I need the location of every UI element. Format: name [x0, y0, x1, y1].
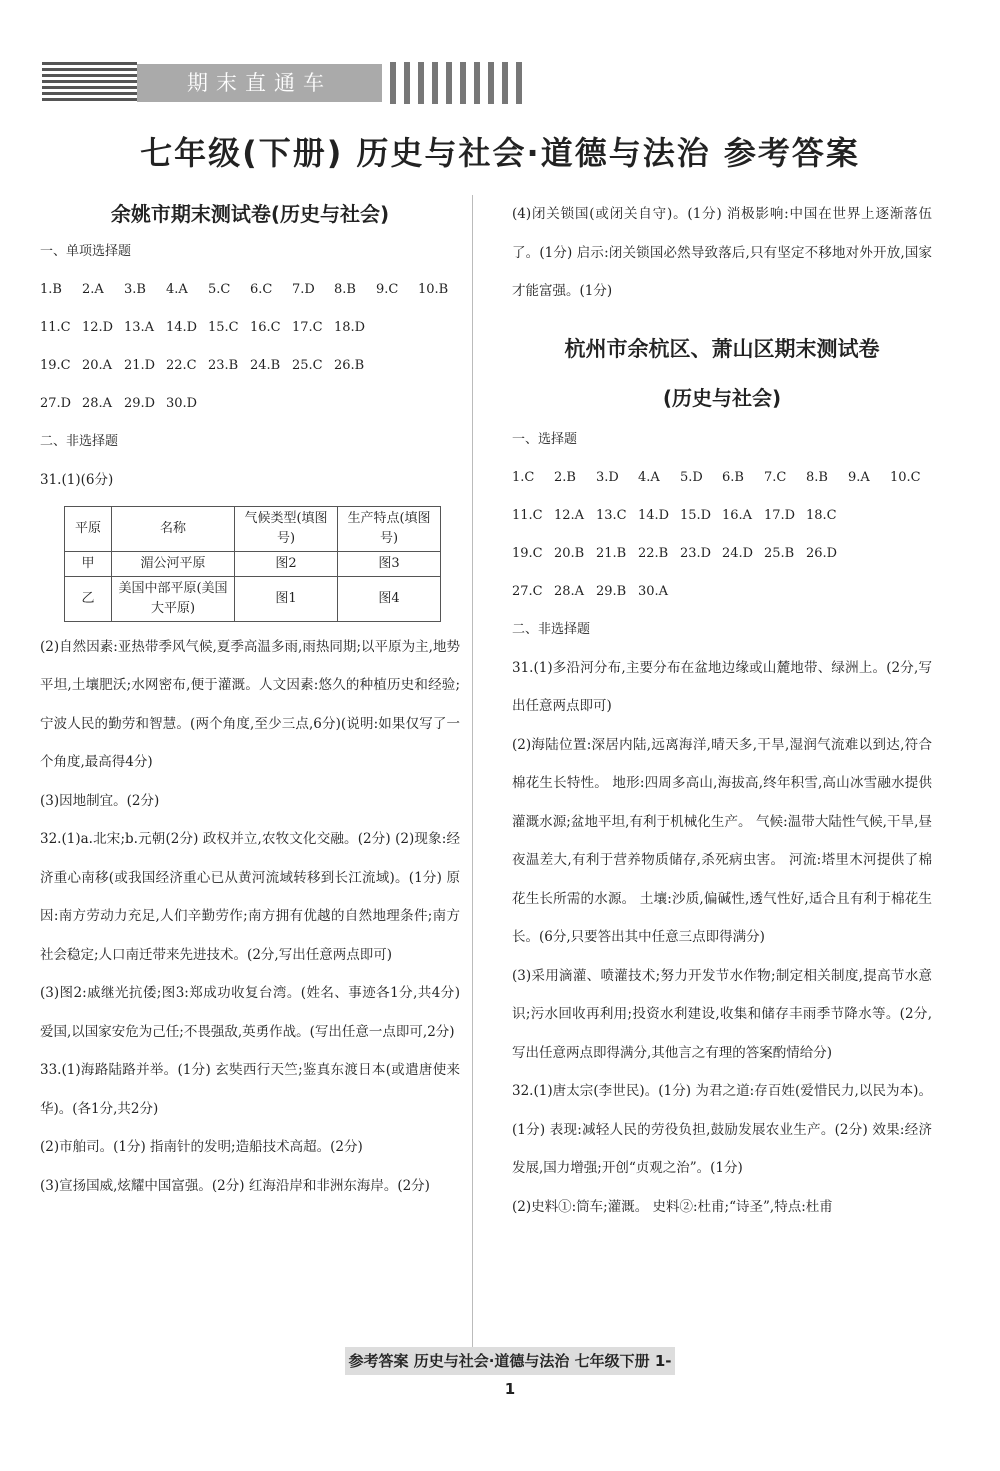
answer-item: 4.A	[166, 282, 188, 297]
right-column	[512, 195, 932, 1226]
table-cell: 图3	[338, 551, 441, 576]
answer-row	[40, 271, 460, 309]
answer-item: 1.C	[512, 469, 535, 485]
answer-paragraph: (2)自然因素:亚热带季风气候,夏季高温多雨,雨热同期;以平原为主,地势平坦,土壤肥沃;水网密布,便于灌溉。人文因素:悠久的种植历史和经验;宁波人民的勤劳和智慧。(两个角度,至少三点,6分)(说明:如果仅写了一个角度,最高得4分)	[40, 638, 460, 770]
answer-paragraph: (2)海陆位置:深居内陆,远离海洋,晴天多,干旱,湿润气流难以到达,符合棉花生长特性。 地形:四周多高山,海拔高,终年积雪,高山冰雪融水提供灌溉水源;盆地平坦,有利于机械化生产。 气候:温带大陆性气候,干旱,昼夜温差大,有利于营养物质储存,杀死病虫害。 河流:塔里木河提供了棉花生长所需的水源。 土壤:沙质,偏碱性,透气性好,适合且有利于棉花生长。(6分,只要答出其中任意三点即得满分)	[512, 736, 932, 945]
table-cell: 图2	[235, 551, 338, 576]
answer-item: 23.B	[208, 358, 239, 373]
exam-title-yuyao: 余姚市期末测试卷(历史与社会)	[110, 202, 390, 226]
answer-item: 17.C	[292, 320, 323, 335]
answer-item: 14.D	[166, 320, 198, 335]
section-nonchoice: 二、非选择题	[512, 621, 591, 637]
table-cell: 湄公河平原	[112, 551, 235, 576]
answer-item: 16.A	[722, 507, 753, 523]
answer-row	[40, 385, 460, 423]
answer-item: 18.C	[806, 507, 837, 523]
answer-item: 10.B	[418, 282, 449, 297]
answer-grid	[40, 271, 460, 423]
table-header: 气候类型(填图号)	[235, 506, 338, 551]
answer-item: 2.A	[82, 282, 104, 297]
answer-item: 25.C	[292, 358, 323, 373]
answer-item: 29.B	[596, 583, 627, 599]
answer-item: 14.D	[638, 507, 670, 523]
answer-grid	[512, 459, 932, 611]
answer-item: 30.D	[166, 396, 198, 411]
answer-item: 25.B	[764, 545, 795, 561]
answer-item: 1.B	[40, 282, 62, 297]
section-choice: 一、单项选择题	[40, 244, 132, 259]
banner-label: 期末直通车	[137, 64, 382, 102]
answer-item: 13.C	[596, 507, 627, 523]
answer-item: 11.C	[512, 507, 543, 523]
column-divider	[472, 195, 473, 1355]
answer-item: 7.C	[764, 469, 787, 485]
answer-item: 5.C	[208, 282, 231, 297]
answer-paragraph: (3)宣扬国威,炫耀中国富强。(2分) 红海沿岸和非洲东海岸。(2分)	[40, 1177, 430, 1194]
answer-item: 6.B	[722, 469, 744, 485]
banner-bars	[390, 62, 530, 104]
answer-item: 15.D	[680, 507, 712, 523]
answer-item: 21.D	[124, 358, 156, 373]
answer-item: 2.B	[554, 469, 576, 485]
exam-title-subject: (历史与社会)	[662, 385, 782, 410]
answer-item: 9.C	[376, 282, 399, 297]
exam-title-hangzhou: 杭州市余杭区、萧山区期末测试卷	[564, 336, 880, 361]
page-footer: 参考答案 历史与社会·道德与法治 七年级下册 1-1	[345, 1347, 675, 1375]
table-header: 平原	[65, 506, 112, 551]
answer-item: 22.C	[166, 358, 197, 373]
answer-item: 29.D	[124, 396, 156, 411]
answer-item: 26.D	[806, 545, 838, 561]
answer-item: 20.A	[82, 358, 113, 373]
answer-item: 8.B	[806, 469, 828, 485]
answer-item: 22.B	[638, 545, 669, 561]
answer-item: 12.D	[82, 320, 114, 335]
answer-item: 27.D	[40, 396, 72, 411]
answer-item: 21.B	[596, 545, 627, 561]
table-cell: 美国中部平原(美国大平原)	[112, 576, 235, 621]
table-header: 名称	[112, 506, 235, 551]
answer-item: 8.B	[334, 282, 356, 297]
answer-paragraph: (3)采用滴灌、喷灌技术;努力开发节水作物;制定相关制度,提高节水意识;污水回收再利用;投资水利建设,收集和储存丰雨季节降水等。(2分,写出任意两点即得满分,其他言之有理的答案酌情给分)	[512, 967, 932, 1061]
answer-item: 30.A	[638, 583, 669, 599]
answer-row	[512, 459, 932, 497]
answer-item: 26.B	[334, 358, 365, 373]
answer-item: 23.D	[680, 545, 712, 561]
answer-item: 15.C	[208, 320, 239, 335]
answer-item: 19.C	[40, 358, 71, 373]
table-header: 生产特点(填图号)	[338, 506, 441, 551]
answer-item: 12.A	[554, 507, 585, 523]
answer-paragraph: (3)图2:戚继光抗倭;图3:郑成功收复台湾。(姓名、事迹各1分,共4分) 爱国,以国家安危为己任;不畏强敌,英勇作战。(写出任意一点即可,2分)	[40, 985, 460, 1040]
section-nonchoice: 二、非选择题	[40, 434, 119, 449]
answer-row	[40, 309, 460, 347]
answer-paragraph: 32.(1)a.北宋;b.元朝(2分) 政权并立,农牧文化交融。(2分) (2)现象:经济重心南移(或我国经济重心已从黄河流域转移到长江流域)。(1分) 原因:南方劳动力充足,人们辛勤劳作;南方拥有优越的自然地理条件;南方社会稳定;人口南迁带来先进技术。(2分,写出任意两点即可)	[40, 831, 460, 963]
answer-item: 3.B	[124, 282, 146, 297]
page-title: 七年级(下册) 历史与社会·道德与法治 参考答案	[140, 134, 860, 172]
answer-item: 13.A	[124, 320, 155, 335]
table-cell: 乙	[65, 576, 112, 621]
answer-item: 28.A	[82, 396, 113, 411]
answer-paragraph: 33.(1)海路陆路并举。(1分) 玄奘西行天竺;鉴真东渡日本(或遣唐使来华)。(各1分,共2分)	[40, 1062, 460, 1117]
answer-item: 3.D	[596, 469, 619, 485]
answer-row	[512, 573, 932, 611]
answer-item: 9.A	[848, 469, 870, 485]
left-column	[40, 195, 460, 1205]
answer-item: 5.D	[680, 469, 703, 485]
answer-row	[512, 535, 932, 573]
q31-head: 31.(1)(6分)	[40, 472, 114, 488]
answer-item: 11.C	[40, 320, 71, 335]
answer-item: 6.C	[250, 282, 273, 297]
answer-item: 16.C	[250, 320, 281, 335]
answer-item: 7.D	[292, 282, 315, 297]
answer-item: 18.D	[334, 320, 366, 335]
table-cell: 甲	[65, 551, 112, 576]
answer-item: 19.C	[512, 545, 543, 561]
answer-item: 28.A	[554, 583, 585, 599]
header-banner	[42, 62, 492, 104]
answer-item: 20.B	[554, 545, 585, 561]
answer-paragraph: 31.(1)多沿河分布,主要分布在盆地边缘或山麓地带、绿洲上。(2分,写出任意两点即可)	[512, 659, 932, 714]
answer-paragraph: 32.(1)唐太宗(李世民)。(1分) 为君之道:存百姓(爱惜民力,以民为本)。(1分) 表现:减轻人民的劳役负担,鼓励发展农业生产。(2分) 效果:经济发展,国力增强;开创“贞观之治”。(1分)	[512, 1083, 932, 1176]
answer-row	[40, 347, 460, 385]
answer-paragraph: (4)闭关锁国(或闭关自守)。(1分) 消极影响:中国在世界上逐渐落伍了。(1分) 启示:闭关锁国必然导致落后,只有坚定不移地对外开放,国家才能富强。(1分)	[512, 206, 932, 299]
answer-paragraph: (3)因地制宜。(2分)	[40, 792, 160, 809]
answer-item: 4.A	[638, 469, 660, 485]
table-cell: 图4	[338, 576, 441, 621]
section-choice: 一、选择题	[512, 431, 578, 447]
plain-table	[64, 506, 441, 622]
answer-paragraph: (2)市舶司。(1分) 指南针的发明;造船技术高超。(2分)	[40, 1139, 363, 1155]
answer-row	[512, 497, 932, 535]
answer-item: 24.B	[250, 358, 281, 373]
answer-item: 10.C	[890, 469, 921, 485]
table-cell: 图1	[235, 576, 338, 621]
banner-stripes	[42, 62, 137, 104]
answer-item: 27.C	[512, 583, 543, 599]
answer-item: 17.D	[764, 507, 796, 523]
answer-item: 24.D	[722, 545, 754, 561]
answer-paragraph: (2)史料①:筒车;灌溉。 史料②:杜甫;“诗圣”,特点:杜甫	[512, 1198, 833, 1215]
